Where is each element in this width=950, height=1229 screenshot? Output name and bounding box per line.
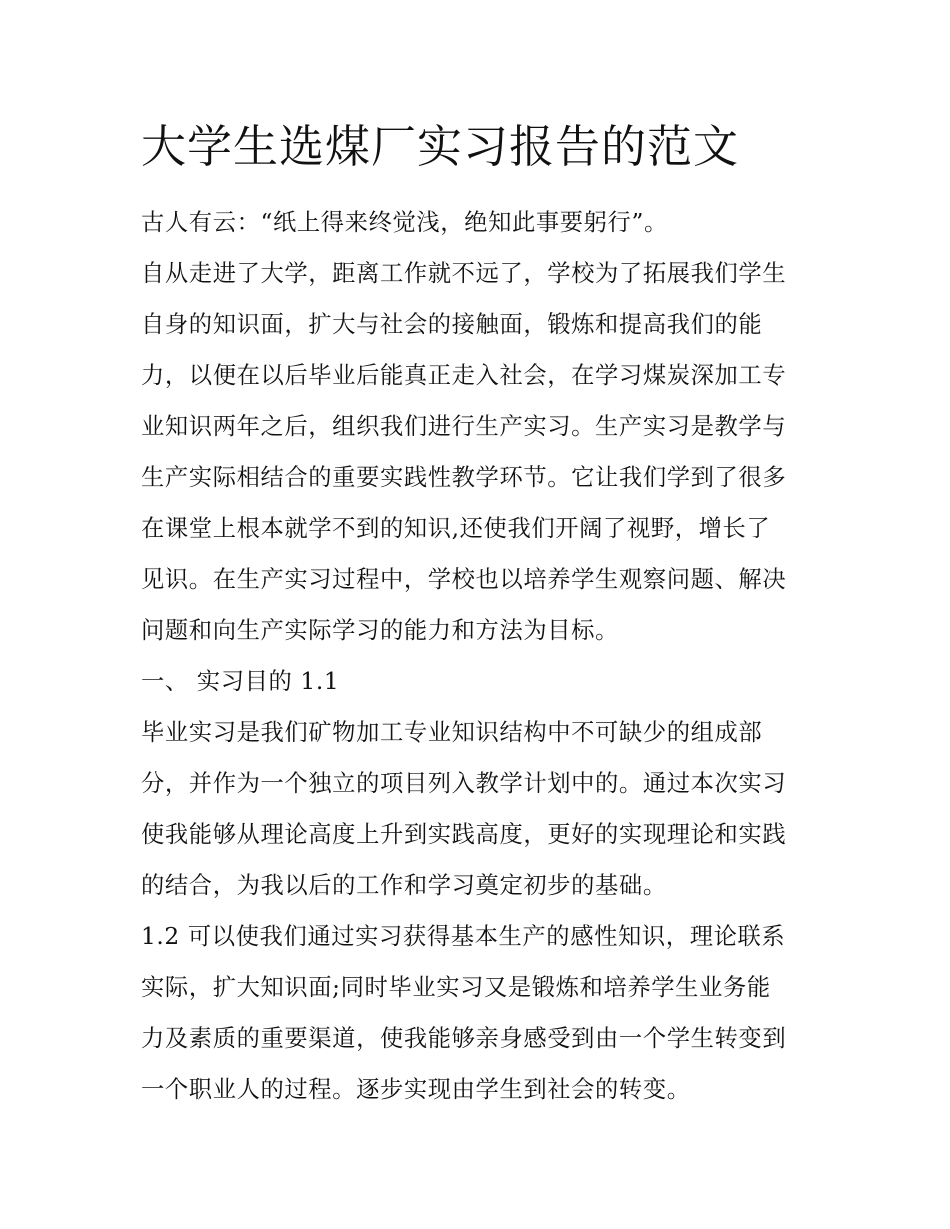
paragraph-introduction bbox=[141, 248, 821, 656]
paragraph-purpose-1-1 bbox=[141, 707, 821, 911]
document-title: 大学生选煤厂实习报告的范文 bbox=[141, 120, 740, 173]
text-line: 见识。在生产实习过程中，学校也以培养学生观察问题、解决 bbox=[141, 566, 787, 593]
text-line: 使我能够从理论高度上升到实践高度，更好的实现理论和实践 bbox=[141, 821, 787, 848]
text-line: 的结合，为我以后的工作和学习奠定初步的基础。 bbox=[141, 872, 667, 899]
text-line: 一个职业人的过程。逐步实现由学生到社会的转变。 bbox=[141, 1076, 691, 1103]
document-body bbox=[141, 197, 821, 1115]
paragraph-quote bbox=[141, 197, 821, 248]
section-heading-purpose bbox=[141, 656, 821, 707]
text-line: 实际，扩大知识面;同时毕业实习又是锻炼和培养学生业务能 bbox=[141, 974, 771, 1001]
text-line: 力及素质的重要渠道，使我能够亲身感受到由一个学生转变到 bbox=[141, 1025, 787, 1052]
paragraph-purpose-1-2 bbox=[141, 911, 821, 1115]
text-line: 力，以便在以后毕业后能真正走入社会，在学习煤炭深加工专 bbox=[141, 362, 787, 389]
text-line: 自身的知识面，扩大与社会的接触面，锻炼和提高我们的能 bbox=[141, 311, 763, 338]
text-line: 毕业实习是我们矿物加工专业知识结构中不可缺少的组成部 bbox=[141, 719, 763, 746]
text-line: 古人有云：“纸上得来终觉浅，绝知此事要躬行”。 bbox=[141, 209, 668, 236]
text-line: 一、 实习目的 1.1 bbox=[141, 668, 340, 695]
text-line: 在课堂上根本就学不到的知识,还使我们开阔了视野，增长了 bbox=[141, 515, 771, 542]
text-line: 业知识两年之后，组织我们进行生产实习。生产实习是教学与 bbox=[141, 413, 787, 440]
text-line: 生产实际相结合的重要实践性教学环节。它让我们学到了很多 bbox=[141, 464, 787, 491]
text-line: 问题和向生产实际学习的能力和方法为目标。 bbox=[141, 617, 619, 644]
text-line: 分，并作为一个独立的项目列入教学计划中的。通过本次实习 bbox=[141, 770, 787, 797]
text-line: 自从走进了大学，距离工作就不远了，学校为了拓展我们学生 bbox=[141, 260, 787, 287]
text-line: 1.2 可以使我们通过实习获得基本生产的感性知识，理论联系 bbox=[141, 923, 786, 950]
